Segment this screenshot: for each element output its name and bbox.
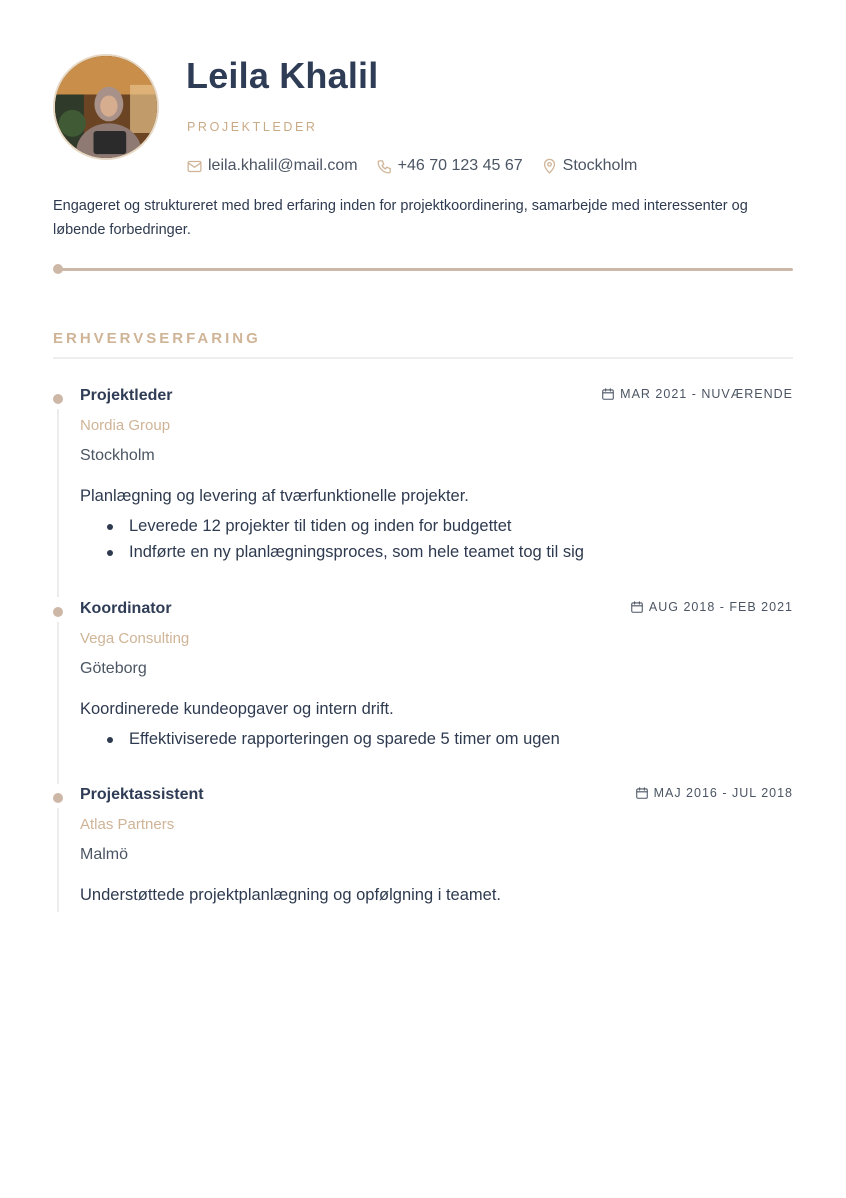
timeline-dot: [53, 394, 63, 404]
calendar-icon: [601, 387, 615, 401]
entry-title: Projektassistent: [80, 786, 204, 803]
timeline-dot: [53, 607, 63, 617]
entry-description: Understøttede projektplanlægning og opfølgning i teamet.: [80, 886, 501, 904]
entry-date: [630, 600, 793, 614]
entry-date-text: AUG 2018 - FEB 2021: [648, 600, 793, 614]
map-pin-icon: [541, 158, 558, 175]
candidate-name: Leila Khalil: [186, 55, 379, 96]
entry-title: Koordinator: [80, 600, 172, 617]
entry-description: Koordinerede kundeopgaver og intern drift.: [80, 700, 394, 718]
timeline-dot: [53, 793, 63, 803]
list-item: Effektiviserede rapporteringen og sparede 5 timer om ugen: [129, 726, 560, 752]
entry-bullets: [80, 513, 584, 565]
mail-icon: [186, 158, 203, 175]
entry-date: [601, 387, 793, 401]
entry-company: Vega Consulting: [80, 630, 190, 647]
entry-bullets: [80, 726, 560, 752]
experience-heading: ERHVERVSERFARING: [53, 330, 261, 347]
location-text: Stockholm: [562, 157, 638, 174]
profile-summary: Engageret og struktureret med bred erfaring inden for projektkoordinering, samarbejde med interessenter og løbende forbedringer.: [53, 198, 748, 238]
experience-entry: [53, 600, 793, 780]
contact-location: [541, 157, 638, 175]
divider-line: [58, 268, 793, 271]
experience-entry: [53, 387, 793, 607]
entry-location: Stockholm: [80, 447, 155, 464]
calendar-icon: [630, 600, 644, 614]
contact-info: [186, 155, 655, 177]
header-divider: [53, 264, 793, 274]
timeline-line: [57, 409, 59, 597]
timeline-line: [57, 808, 59, 912]
phone-icon: [376, 158, 393, 175]
list-item: Indførte en ny planlægningsproces, som hele teamet tog til sig: [129, 539, 584, 565]
entry-date: [635, 786, 793, 800]
email-text: leila.khalil@mail.com: [208, 157, 358, 174]
contact-phone[interactable]: [376, 157, 523, 175]
entry-description: Planlægning og levering af tværfunktionelle projekter.: [80, 487, 469, 505]
contact-email[interactable]: [186, 157, 358, 175]
entry-company: Nordia Group: [80, 417, 171, 434]
entry-date-text: MAJ 2016 - JUL 2018: [653, 786, 793, 800]
profile-photo: [53, 54, 159, 160]
list-item: Leverede 12 projekter til tiden og inden for budgettet: [129, 513, 584, 539]
entry-company: Atlas Partners: [80, 816, 175, 833]
entry-title: Projektleder: [80, 387, 173, 404]
timeline-line: [57, 622, 59, 784]
job-title: PROJEKTLEDER: [187, 120, 318, 134]
phone-text: +46 70 123 45 67: [397, 157, 523, 174]
calendar-icon: [635, 786, 649, 800]
experience-entry: [53, 786, 793, 916]
entry-date-text: MAR 2021 - NUVÆRENDE: [620, 387, 793, 401]
entry-location: Malmö: [80, 846, 129, 863]
section-rule: [53, 357, 793, 359]
entry-location: Göteborg: [80, 660, 147, 677]
